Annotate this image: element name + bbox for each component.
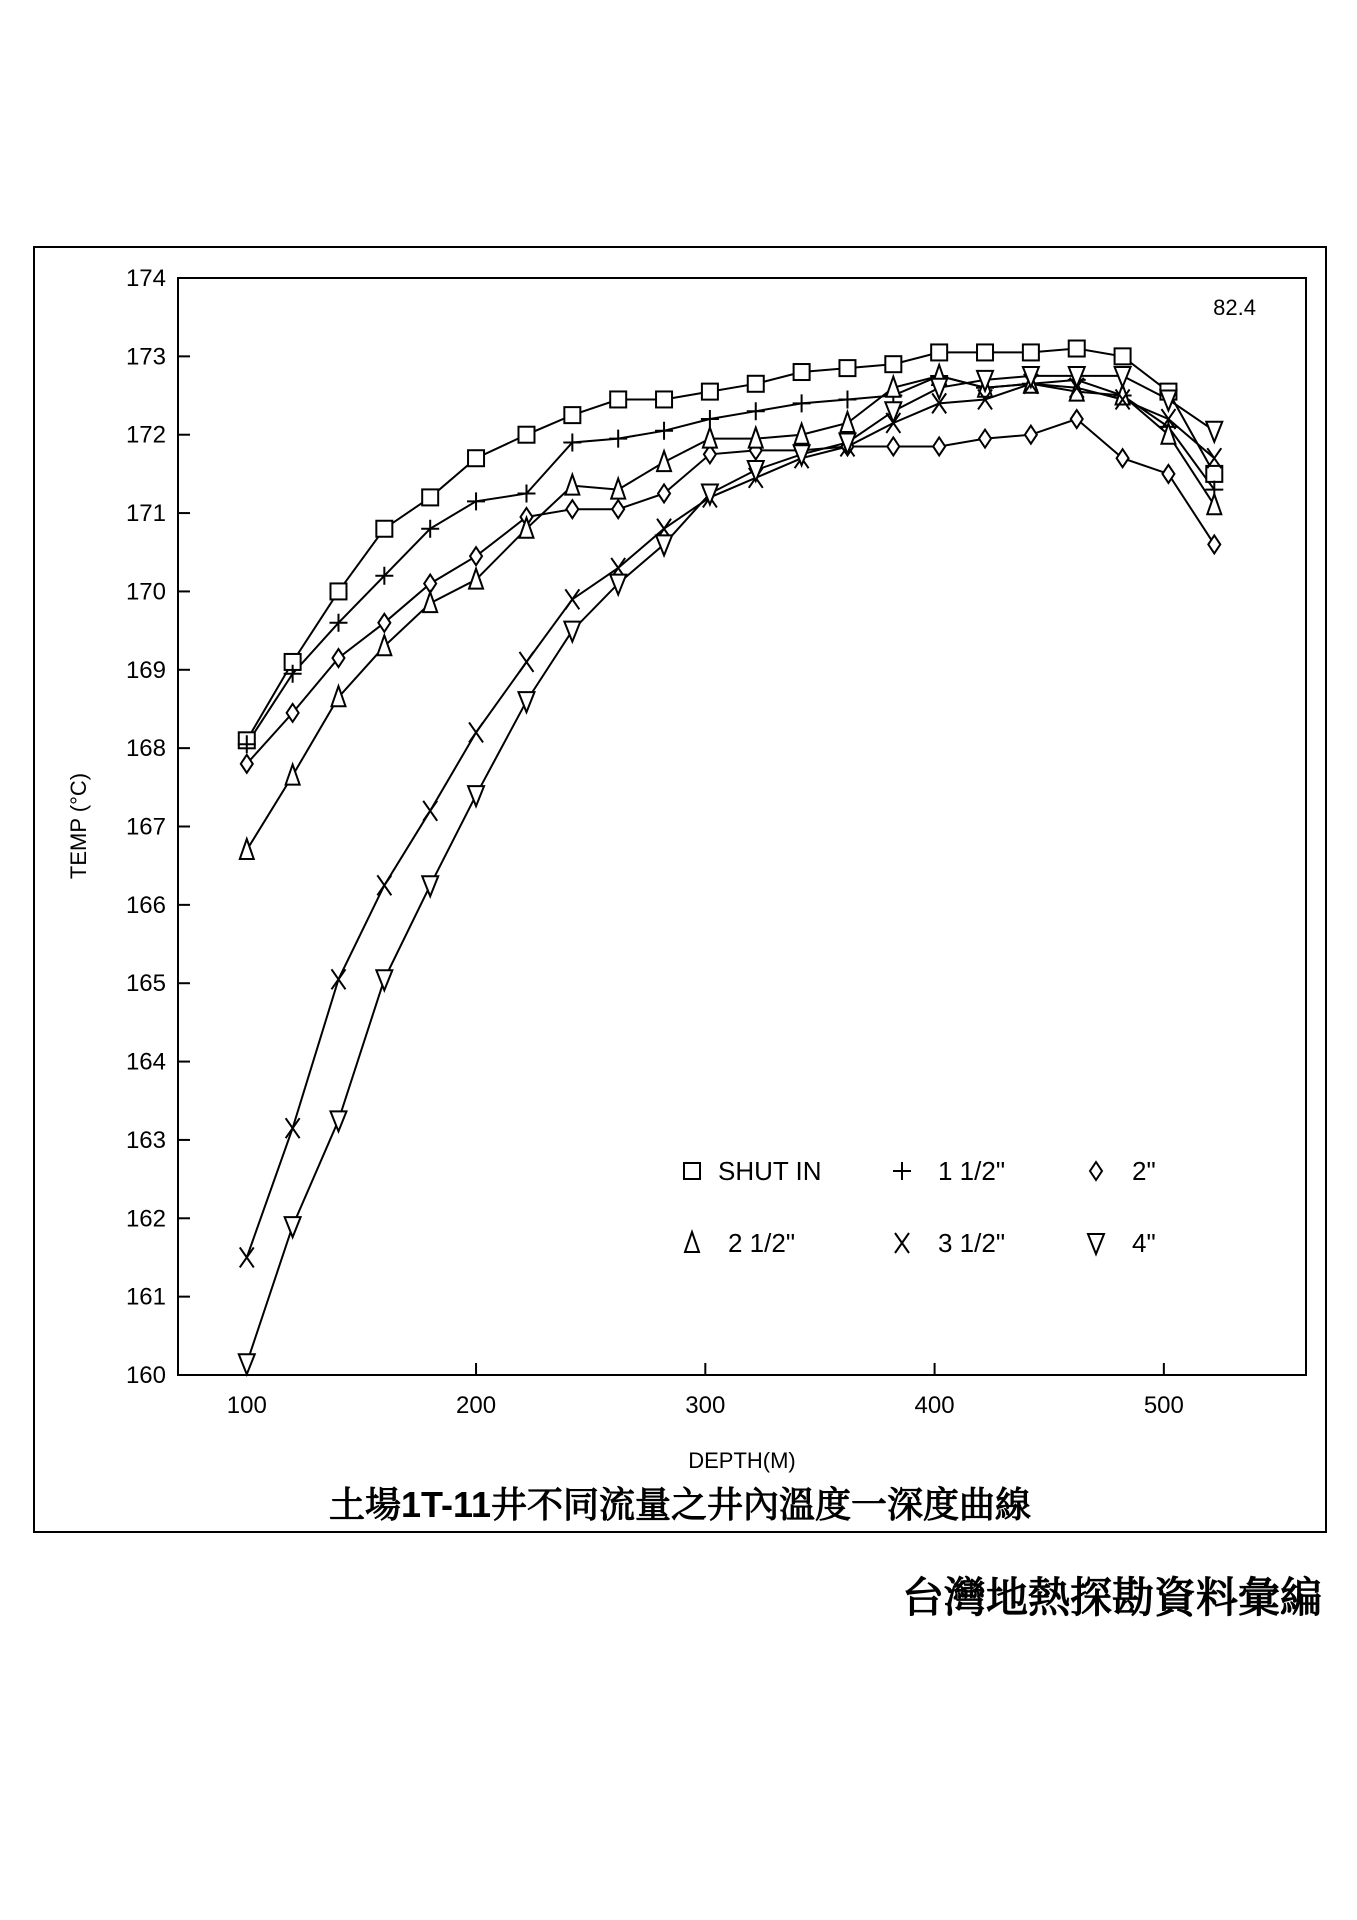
data-point-square [794, 364, 810, 380]
y-tick-label: 161 [125, 1283, 166, 1311]
legend-marker-diamond [1090, 1162, 1102, 1180]
data-point-triangle-up [840, 412, 854, 432]
data-point-square [839, 360, 855, 376]
y-tick-label: 173 [125, 343, 166, 371]
data-point-plus [747, 402, 765, 420]
data-point-plus [793, 394, 811, 412]
y-tick-label: 171 [125, 500, 166, 528]
y-tick-label: 163 [125, 1126, 166, 1154]
data-point-square [931, 344, 947, 360]
corner-label: 82.4 [1213, 295, 1256, 320]
x-tick-label: 300 [685, 1392, 726, 1419]
y-tick-label: 168 [125, 735, 166, 763]
data-point-triangle-down [468, 786, 484, 806]
y-axis-title: TEMP (°C) [66, 772, 91, 880]
data-point-diamond [470, 547, 482, 565]
data-point-square [330, 583, 346, 599]
data-point-diamond [887, 437, 899, 455]
data-point-square [1069, 341, 1085, 357]
data-point-x [519, 652, 533, 672]
data-point-square [1206, 466, 1222, 482]
plot-area-frame [178, 278, 1306, 1375]
y-tick-label: 162 [125, 1205, 166, 1233]
data-point-square [422, 489, 438, 505]
data-point-square [656, 391, 672, 407]
data-point-square [564, 407, 580, 423]
chart-title: 土場1T-11井不同流量之井內溫度一深度曲線 [328, 1484, 1032, 1525]
data-point-diamond [566, 500, 578, 518]
data-point-plus [609, 430, 627, 448]
y-tick-label: 164 [125, 1048, 166, 1076]
data-point-diamond [241, 755, 253, 773]
data-point-square [748, 376, 764, 392]
data-point-square [977, 344, 993, 360]
axis-ticks [126, 265, 1184, 1419]
y-tick-label: 165 [125, 970, 166, 998]
data-point-x [377, 875, 391, 895]
x-tick-label: 500 [1143, 1392, 1184, 1419]
legend-marker-x [895, 1233, 909, 1253]
data-point-triangle-up [657, 451, 671, 471]
data-point-triangle-down [518, 692, 534, 712]
data-point-triangle-up [565, 475, 579, 495]
data-point-x [331, 969, 345, 989]
data-point-plus [655, 422, 673, 440]
data-point-triangle-down [422, 876, 438, 896]
data-point-diamond [1071, 410, 1083, 428]
legend-marker-plus [893, 1162, 911, 1180]
y-tick-label: 160 [125, 1362, 166, 1389]
data-point-triangle-down [376, 970, 392, 990]
y-tick-label: 169 [125, 656, 166, 684]
data-point-triangle-down [610, 575, 626, 595]
series-line-1 [247, 349, 1215, 741]
data-point-x [565, 589, 579, 609]
series-line-3 [247, 419, 1215, 764]
data-point-triangle-down [1206, 422, 1222, 442]
data-point-square [468, 450, 484, 466]
legend-label: 3 1/2" [938, 1228, 1006, 1258]
y-tick-label: 167 [125, 813, 166, 841]
x-tick-label: 200 [456, 1392, 497, 1419]
legend-label: 4" [1132, 1228, 1156, 1258]
data-point-diamond [1025, 426, 1037, 444]
data-point-x [240, 1247, 254, 1267]
page-footer-text: 台灣地熱探勘資料彙編 [901, 1574, 1322, 1621]
data-point-triangle-down [285, 1217, 301, 1237]
data-point-triangle-up [377, 635, 391, 655]
data-point-triangle-down [239, 1354, 255, 1374]
data-point-square [610, 391, 626, 407]
data-point-triangle-down [656, 535, 672, 555]
y-tick-label: 166 [125, 891, 166, 919]
data-point-square [885, 356, 901, 372]
data-point-diamond [658, 484, 670, 502]
data-point-diamond [1117, 449, 1129, 467]
data-point-x [423, 801, 437, 821]
y-tick-label: 172 [125, 421, 166, 449]
legend-label: 2" [1132, 1156, 1156, 1186]
data-point-square [376, 521, 392, 537]
legend-label: 1 1/2" [938, 1156, 1006, 1186]
data-point-triangle-up [469, 569, 483, 589]
data-point-diamond [378, 614, 390, 632]
legend-label: 2 1/2" [728, 1228, 796, 1258]
legend-label: SHUT IN [718, 1156, 822, 1186]
x-tick-label: 100 [226, 1392, 267, 1419]
data-point-x [469, 722, 483, 742]
legend-marker-triangle-down [1088, 1234, 1104, 1254]
data-point-diamond [979, 430, 991, 448]
figure-frame [34, 247, 1326, 1532]
y-tick-label: 170 [125, 578, 166, 606]
data-point-diamond [933, 437, 945, 455]
data-point-plus [467, 492, 485, 510]
series-line-5 [247, 384, 1215, 1258]
legend [684, 1156, 1156, 1258]
data-point-square [1115, 348, 1131, 364]
data-point-triangle-up [331, 686, 345, 706]
data-point-square [518, 427, 534, 443]
data-point-triangle-down [330, 1111, 346, 1131]
data-point-x [286, 1118, 300, 1138]
data-point-square [1023, 344, 1039, 360]
data-point-triangle-down [1115, 367, 1131, 387]
data-point-square [702, 384, 718, 400]
data-point-triangle-up [423, 592, 437, 612]
series-line-4 [247, 376, 1215, 850]
series-line-2 [247, 376, 1215, 744]
data-series [238, 341, 1224, 1375]
data-point-plus [838, 390, 856, 408]
data-point-triangle-down [1069, 367, 1085, 387]
legend-marker-square [684, 1163, 700, 1179]
x-tick-label: 400 [914, 1392, 955, 1419]
x-axis-title: DEPTH(M) [688, 1448, 796, 1473]
data-point-diamond [612, 500, 624, 518]
data-point-triangle-down [885, 402, 901, 422]
legend-marker-triangle-up [685, 1232, 699, 1252]
y-tick-label: 174 [125, 265, 166, 292]
